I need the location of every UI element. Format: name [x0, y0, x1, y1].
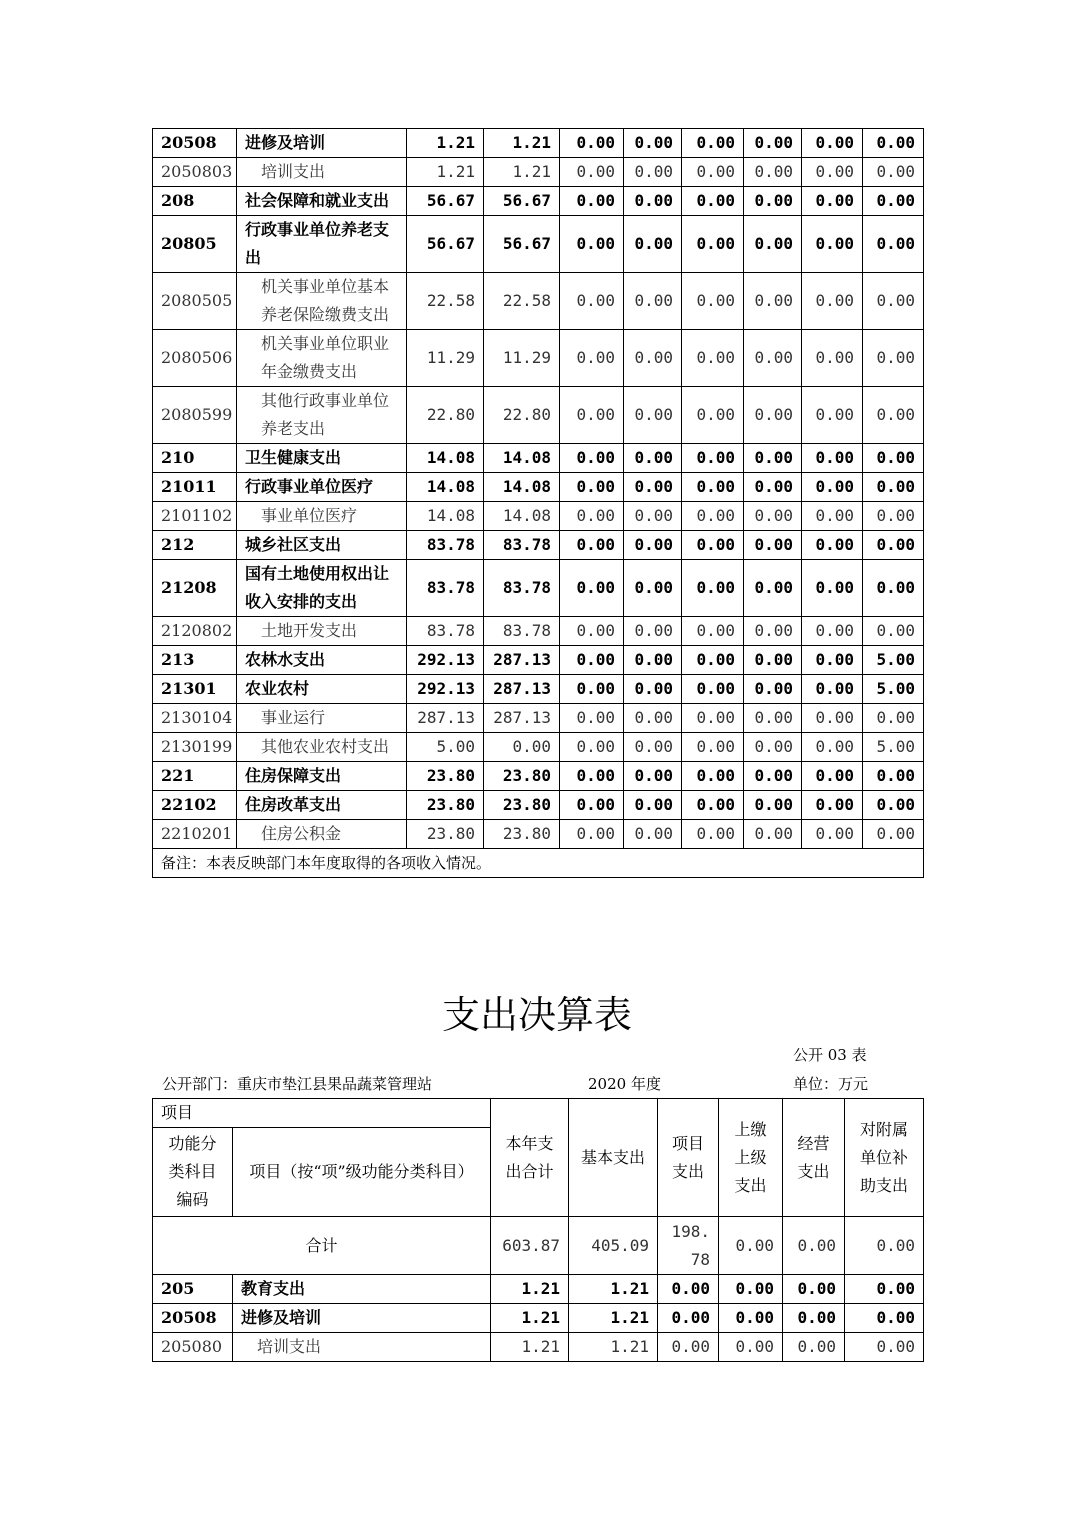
row-value: 0.00: [802, 560, 863, 617]
row-value: 0.00: [682, 762, 744, 791]
row-value: 0.00: [783, 1304, 845, 1333]
row-name: 住房改革支出: [237, 791, 407, 820]
department-label: 公开部门：重庆市垫江县果品蔬菜管理站: [162, 1075, 433, 1093]
header-subsidy: 对附属单位补助支出: [845, 1099, 924, 1217]
row-value: 0.00: [719, 1275, 783, 1304]
header-total: 本年支出合计: [491, 1099, 569, 1217]
row-value: 0.00: [560, 129, 624, 158]
row-value: 0.00: [802, 330, 863, 387]
row-code: 2101102: [153, 502, 237, 531]
row-value: 0.00: [624, 820, 682, 849]
row-value: 0.00: [624, 473, 682, 502]
row-name: 农业农村: [237, 675, 407, 704]
row-value: 287.13: [484, 704, 560, 733]
table-row: [153, 273, 924, 330]
total-row: [153, 1217, 924, 1275]
row-value: 0.00: [682, 473, 744, 502]
row-value: 0.00: [744, 791, 802, 820]
row-value: 0.00: [802, 129, 863, 158]
row-value: 11.29: [407, 330, 484, 387]
row-value: 5.00: [407, 733, 484, 762]
row-value: 0.00: [845, 1333, 924, 1362]
row-value: 0.00: [682, 791, 744, 820]
row-name: 住房保障支出: [237, 762, 407, 791]
row-value: 0.00: [624, 531, 682, 560]
form-number: 公开 03 表: [793, 1046, 867, 1064]
table-row: [153, 675, 924, 704]
table-note: 备注：本表反映部门本年度取得的各项收入情况。: [153, 849, 924, 878]
expense-table: [152, 1098, 924, 1362]
row-value: 23.80: [407, 791, 484, 820]
row-value: 0.00: [744, 502, 802, 531]
row-value: 22.80: [407, 387, 484, 444]
row-value: 14.08: [484, 473, 560, 502]
row-value: 0.00: [682, 531, 744, 560]
row-name: 行政事业单位医疗: [237, 473, 407, 502]
row-value: 0.00: [560, 762, 624, 791]
row-code: 210: [153, 444, 237, 473]
table-row: [153, 129, 924, 158]
row-value: 0.00: [802, 820, 863, 849]
row-value: 0.00: [863, 330, 924, 387]
header-code: 功能分类科目编码: [153, 1128, 233, 1217]
row-value: 0.00: [624, 273, 682, 330]
row-name: 农林水支出: [237, 646, 407, 675]
row-value: 0.00: [845, 1275, 924, 1304]
row-value: 0.00: [802, 733, 863, 762]
row-value: 292.13: [407, 646, 484, 675]
row-value: 0.00: [744, 129, 802, 158]
row-value: 23.80: [484, 762, 560, 791]
row-value: 23.80: [407, 762, 484, 791]
row-value: 0.00: [560, 733, 624, 762]
row-code: 2120802: [153, 617, 237, 646]
row-name: 事业运行: [237, 704, 407, 733]
row-value: 0.00: [624, 675, 682, 704]
table-row: [153, 733, 924, 762]
row-code: 22102: [153, 791, 237, 820]
row-code: 21301: [153, 675, 237, 704]
row-value: 1.21: [407, 129, 484, 158]
row-value: 0.00: [560, 502, 624, 531]
row-value: 0.00: [744, 216, 802, 273]
row-value: 0.00: [484, 733, 560, 762]
row-value: 0.00: [560, 646, 624, 675]
row-value: 0.00: [863, 791, 924, 820]
row-value: 0.00: [624, 762, 682, 791]
row-value: 0.00: [682, 675, 744, 704]
row-value: 0.00: [863, 187, 924, 216]
row-value: 292.13: [407, 675, 484, 704]
row-value: 0.00: [682, 330, 744, 387]
row-value: 83.78: [407, 531, 484, 560]
row-value: 0.00: [863, 473, 924, 502]
row-value: 0.00: [744, 330, 802, 387]
row-value: 0.00: [863, 387, 924, 444]
table-row: [153, 1304, 924, 1333]
table-row: [153, 502, 924, 531]
row-value: 14.08: [484, 502, 560, 531]
row-value: 23.80: [484, 820, 560, 849]
row-value: 0.00: [802, 444, 863, 473]
row-value: 0.00: [802, 675, 863, 704]
row-value: 0.00: [802, 704, 863, 733]
table-row: [153, 646, 924, 675]
row-code: 2080505: [153, 273, 237, 330]
row-value: 0.00: [560, 216, 624, 273]
total-value: 0.00: [719, 1217, 783, 1275]
row-value: 22.58: [407, 273, 484, 330]
row-value: 0.00: [863, 820, 924, 849]
row-value: 0.00: [802, 473, 863, 502]
income-table: [152, 128, 924, 878]
row-code: 205080: [153, 1333, 233, 1362]
table-row: [153, 473, 924, 502]
total-value: 0.00: [783, 1217, 845, 1275]
row-value: 1.21: [484, 158, 560, 187]
row-value: 0.00: [744, 675, 802, 704]
table-row: [153, 791, 924, 820]
row-value: 0.00: [560, 617, 624, 646]
row-code: 2080599: [153, 387, 237, 444]
table-row: [153, 330, 924, 387]
total-label: 合计: [153, 1217, 491, 1275]
row-value: 0.00: [802, 791, 863, 820]
row-value: 1.21: [491, 1304, 569, 1333]
table-row: [153, 1333, 924, 1362]
row-value: 0.00: [682, 560, 744, 617]
row-name: 其他行政事业单位养老支出: [237, 387, 407, 444]
row-value: 14.08: [407, 444, 484, 473]
row-name: 国有土地使用权出让收入安排的支出: [237, 560, 407, 617]
row-value: 0.00: [560, 560, 624, 617]
table-row: [153, 704, 924, 733]
row-value: 0.00: [624, 216, 682, 273]
table-row: [153, 387, 924, 444]
row-name: 机关事业单位职业年金缴费支出: [237, 330, 407, 387]
row-code: 212: [153, 531, 237, 560]
row-code: 2050803: [153, 158, 237, 187]
row-value: 0.00: [744, 733, 802, 762]
row-value: 83.78: [484, 560, 560, 617]
row-value: 0.00: [744, 273, 802, 330]
row-value: 22.80: [484, 387, 560, 444]
row-value: 0.00: [658, 1304, 719, 1333]
header-upper: 上缴上级支出: [719, 1099, 783, 1217]
row-code: 2210201: [153, 820, 237, 849]
row-name: 教育支出: [233, 1275, 491, 1304]
page-title: 支出决算表: [441, 993, 632, 1037]
row-value: 0.00: [682, 158, 744, 187]
row-value: 0.00: [560, 187, 624, 216]
row-value: 0.00: [624, 560, 682, 617]
row-value: 0.00: [624, 502, 682, 531]
row-code: 21011: [153, 473, 237, 502]
row-value: 83.78: [407, 617, 484, 646]
row-code: 2130104: [153, 704, 237, 733]
row-value: 1.21: [569, 1304, 658, 1333]
row-value: 0.00: [744, 444, 802, 473]
row-value: 5.00: [863, 646, 924, 675]
table-row: [153, 762, 924, 791]
row-value: 23.80: [407, 820, 484, 849]
row-value: 0.00: [744, 187, 802, 216]
row-value: 0.00: [863, 129, 924, 158]
row-name: 行政事业单位养老支出: [237, 216, 407, 273]
total-value: 0.00: [845, 1217, 924, 1275]
row-value: 0.00: [744, 560, 802, 617]
row-value: 0.00: [560, 473, 624, 502]
row-value: 0.00: [744, 158, 802, 187]
row-value: 14.08: [407, 502, 484, 531]
row-value: 1.21: [407, 158, 484, 187]
row-name: 住房公积金: [237, 820, 407, 849]
row-value: 287.13: [407, 704, 484, 733]
row-value: 0.00: [744, 646, 802, 675]
row-value: 0.00: [624, 733, 682, 762]
row-value: 0.00: [744, 473, 802, 502]
year-label: 2020 年度: [588, 1075, 661, 1093]
row-value: 287.13: [484, 646, 560, 675]
row-value: 0.00: [802, 531, 863, 560]
row-value: 1.21: [491, 1275, 569, 1304]
row-name: 事业单位医疗: [237, 502, 407, 531]
row-value: 5.00: [863, 675, 924, 704]
header-project: 项目支出: [658, 1099, 719, 1217]
row-value: 0.00: [863, 531, 924, 560]
row-value: 0.00: [682, 502, 744, 531]
row-value: 1.21: [569, 1333, 658, 1362]
row-value: 11.29: [484, 330, 560, 387]
row-value: 0.00: [624, 187, 682, 216]
row-code: 221: [153, 762, 237, 791]
row-code: 2080506: [153, 330, 237, 387]
row-value: 0.00: [863, 158, 924, 187]
row-code: 2130199: [153, 733, 237, 762]
row-value: 0.00: [783, 1333, 845, 1362]
row-value: 0.00: [624, 791, 682, 820]
table-row: [153, 560, 924, 617]
row-name: 培训支出: [233, 1333, 491, 1362]
row-value: 0.00: [682, 617, 744, 646]
unit-label: 单位：万元: [793, 1075, 869, 1093]
row-code: 20805: [153, 216, 237, 273]
row-value: 0.00: [863, 617, 924, 646]
row-name: 社会保障和就业支出: [237, 187, 407, 216]
row-value: 0.00: [624, 646, 682, 675]
row-name: 土地开发支出: [237, 617, 407, 646]
total-value: 405.09: [569, 1217, 658, 1275]
row-value: 0.00: [682, 820, 744, 849]
table-row: [153, 1275, 924, 1304]
row-value: 0.00: [560, 158, 624, 187]
table-row: [153, 617, 924, 646]
row-value: 83.78: [484, 531, 560, 560]
row-value: 0.00: [624, 617, 682, 646]
row-value: 0.00: [802, 187, 863, 216]
row-value: 0.00: [682, 273, 744, 330]
row-value: 0.00: [802, 216, 863, 273]
row-value: 0.00: [744, 762, 802, 791]
row-value: 0.00: [783, 1275, 845, 1304]
row-value: 14.08: [407, 473, 484, 502]
row-value: 0.00: [624, 704, 682, 733]
row-value: 0.00: [802, 273, 863, 330]
row-value: 56.67: [484, 216, 560, 273]
total-value: 603.87: [491, 1217, 569, 1275]
header-item: 项目: [153, 1099, 491, 1128]
row-value: 0.00: [802, 387, 863, 444]
header-operate: 经营支出: [783, 1099, 845, 1217]
row-value: 0.00: [658, 1275, 719, 1304]
row-value: 14.08: [484, 444, 560, 473]
table-row: [153, 216, 924, 273]
table-row: [153, 531, 924, 560]
row-value: 56.67: [407, 216, 484, 273]
row-value: 0.00: [719, 1304, 783, 1333]
row-value: 1.21: [484, 129, 560, 158]
row-value: 0.00: [560, 531, 624, 560]
row-value: 0.00: [863, 444, 924, 473]
row-value: 0.00: [682, 387, 744, 444]
row-value: 23.80: [484, 791, 560, 820]
row-value: 0.00: [624, 158, 682, 187]
row-value: 0.00: [744, 617, 802, 646]
row-value: 0.00: [802, 158, 863, 187]
row-value: 0.00: [682, 216, 744, 273]
row-value: 0.00: [863, 560, 924, 617]
row-value: 287.13: [484, 675, 560, 704]
row-value: 0.00: [682, 444, 744, 473]
row-name: 进修及培训: [237, 129, 407, 158]
row-value: 0.00: [682, 704, 744, 733]
table-row: [153, 158, 924, 187]
row-value: 0.00: [744, 704, 802, 733]
row-value: 1.21: [569, 1275, 658, 1304]
row-name: 培训支出: [237, 158, 407, 187]
row-value: 56.67: [407, 187, 484, 216]
row-value: 0.00: [560, 444, 624, 473]
row-name: 卫生健康支出: [237, 444, 407, 473]
row-value: 22.58: [484, 273, 560, 330]
row-value: 0.00: [624, 330, 682, 387]
table-row: [153, 187, 924, 216]
row-code: 213: [153, 646, 237, 675]
header-basic: 基本支出: [569, 1099, 658, 1217]
row-value: 0.00: [560, 820, 624, 849]
row-value: 0.00: [560, 387, 624, 444]
row-code: 20508: [153, 1304, 233, 1333]
row-value: 0.00: [682, 187, 744, 216]
row-value: 0.00: [682, 733, 744, 762]
row-value: 0.00: [863, 704, 924, 733]
row-value: 0.00: [744, 387, 802, 444]
row-value: 0.00: [624, 129, 682, 158]
row-code: 208: [153, 187, 237, 216]
row-value: 83.78: [407, 560, 484, 617]
table-row: [153, 820, 924, 849]
header-name: 项目（按“项”级功能分类科目）: [233, 1128, 491, 1217]
row-value: 0.00: [560, 791, 624, 820]
row-value: 0.00: [802, 762, 863, 791]
row-name: 城乡社区支出: [237, 531, 407, 560]
row-value: 0.00: [624, 444, 682, 473]
row-code: 20508: [153, 129, 237, 158]
row-value: 0.00: [863, 502, 924, 531]
row-value: 1.21: [491, 1333, 569, 1362]
row-value: 0.00: [744, 820, 802, 849]
row-value: 0.00: [744, 531, 802, 560]
row-code: 21208: [153, 560, 237, 617]
table-row: [153, 444, 924, 473]
row-value: 0.00: [802, 646, 863, 675]
row-value: 0.00: [682, 646, 744, 675]
row-value: 0.00: [863, 273, 924, 330]
row-value: 0.00: [560, 273, 624, 330]
row-value: 0.00: [560, 675, 624, 704]
row-value: 0.00: [658, 1333, 719, 1362]
row-value: 0.00: [560, 330, 624, 387]
row-value: 0.00: [863, 216, 924, 273]
row-value: 0.00: [802, 502, 863, 531]
row-value: 0.00: [863, 762, 924, 791]
row-value: 0.00: [624, 387, 682, 444]
row-value: 0.00: [719, 1333, 783, 1362]
row-value: 5.00: [863, 733, 924, 762]
row-name: 进修及培训: [233, 1304, 491, 1333]
row-value: 0.00: [682, 129, 744, 158]
total-value: 198.78: [658, 1217, 719, 1275]
row-value: 0.00: [560, 704, 624, 733]
row-value: 0.00: [845, 1304, 924, 1333]
row-name: 机关事业单位基本养老保险缴费支出: [237, 273, 407, 330]
row-name: 其他农业农村支出: [237, 733, 407, 762]
row-code: 205: [153, 1275, 233, 1304]
row-value: 83.78: [484, 617, 560, 646]
row-value: 56.67: [484, 187, 560, 216]
row-value: 0.00: [802, 617, 863, 646]
